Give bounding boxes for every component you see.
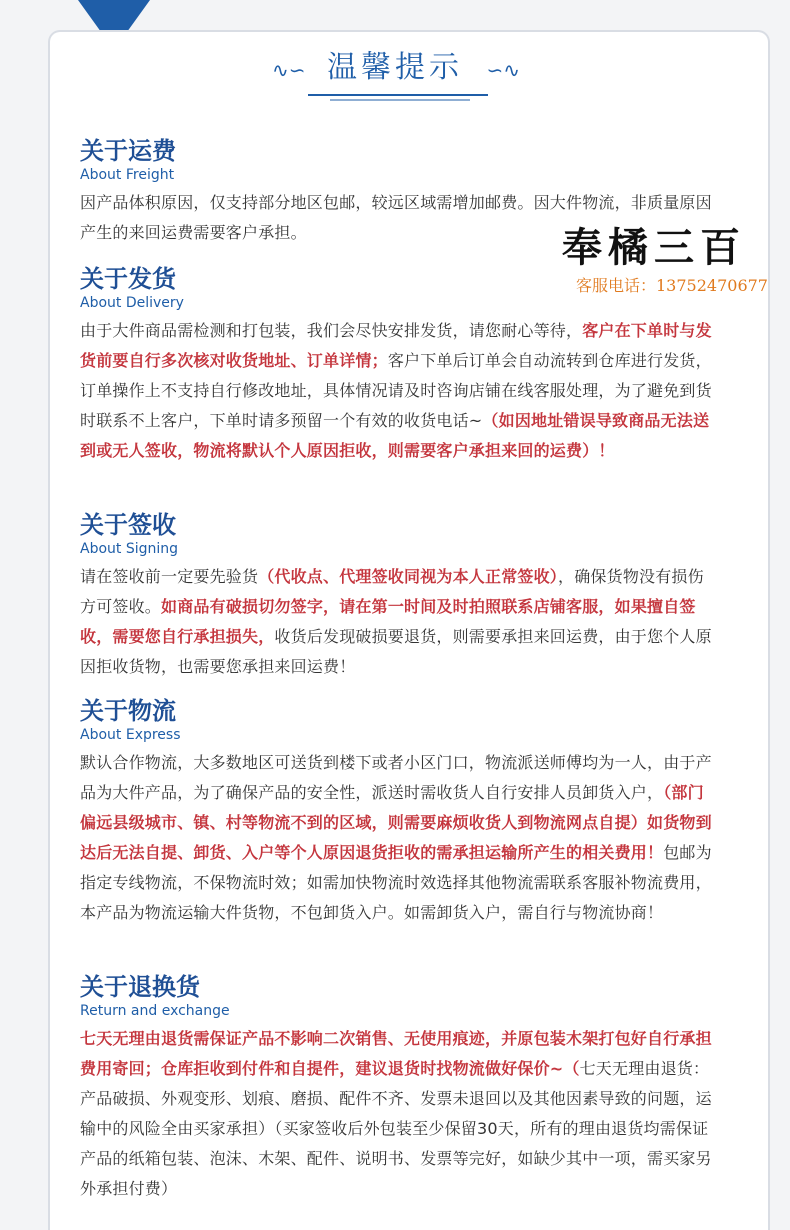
warning-segment: （如因地址错误导致商品无法送到或无人签收，物流将默认个人原因拒收，则需要客户承担来回的运费）！ [80,411,710,460]
section-title: 关于物流 [80,697,176,725]
text-segment: 包邮为指定专线物流，不保物流时效；如需加快物流时效选择其他物流需联系客服补物流费用，本产品为物流运输大件货物，不包卸货入户。如需卸货入户，需自行与物流协商！ [80,843,712,922]
warning-segment: 七天无理由退货需保证产品不影响二次销售、无使用痕迹，并原包装木架打包好自行承担费用寄回；仓库拒收到付件和自提件，建议退货时找物流做好保价~（ [80,1029,712,1078]
header [260,48,530,108]
section-subtitle: About Delivery [80,295,184,311]
warning-segment: （代收点、代理签收同视为本人正常签收） [258,567,559,586]
warning-segment: （部门偏远县级城市、镇、村等物流不到的区域，则需要麻烦收货人到物流网点自提）如货物到达后无法自提、卸货、入户等个人原因退货拒收的需承担运输所产生的相关费用！ [80,783,712,862]
text-segment: 七天无理由退货：产品破损、外观变形、划痕、磨损、配件不齐、发票未退回以及其他因素导致的问题，运输中的风险全由买家承担）（买家签收后外包装至少保留30天，所有的理由退货均需保证产品的纸箱包装、泡沫、木架、配件、说明书、发票等完好，如缺少其中一项，需买家另外承担付费） [80,1059,712,1198]
text-segment: 客户下单后订单会自动流转到仓库进行发货，订单操作上不支持自行修改地址，具体情况请及时咨询店铺在线客服处理，为了避免到货时联系不上客户，下单时请多预留一个有效的收货电话~ [80,351,712,430]
warning-segment: 如商品有破损切勿签字，请在第一时间及时拍照联系店铺客服，如果擅自签收，需要您自行承担损失， [80,597,696,646]
section-body [80,188,712,248]
section-subtitle: About Signing [80,541,179,557]
corner-tab-decoration [78,0,150,30]
notice-content [80,136,712,1204]
section-freight [80,136,712,264]
service-phone: 客服电话：13752470677 [576,276,768,295]
section-subtitle: Return and exchange [80,1003,230,1019]
section-express [80,696,712,972]
warning-segment: 客户在下单时与发货前要自行多次核对收货地址、订单详情； [80,321,712,370]
section-title: 关于退换货 [80,973,200,1001]
section-body [80,1024,712,1204]
section-signing [80,510,712,696]
section-body [80,748,712,928]
title-underline [308,94,488,96]
text-segment: 请在签收前一定要先验货 [80,567,259,586]
section-title: 关于签收 [80,511,176,539]
section-subtitle: About Freight [80,167,175,183]
text-segment: 因产品体积原因，仅支持部分地区包邮，较远区域需增加邮费。因大件物流，非质量原因产生的来回运费需要客户承担。 [80,193,712,242]
section-body [80,316,712,466]
text-segment: 默认合作物流，大多数地区可送货到楼下或者小区门口，物流派送师傅均为一人，由于产品为大件产品，为了确保产品的安全性，派送时需收货人自行安排人员卸货入户， [80,753,712,802]
text-segment: ，确保货物没有损伤方可签收。 [80,567,704,616]
swirl-right-icon: ∽∿ [486,58,520,82]
section-body [80,562,712,682]
section-return [80,972,712,1204]
section-title: 关于运费 [80,137,176,165]
text-segment: 由于大件商品需检测和打包装，我们会尽快安排发货，请您耐心等待， [80,321,583,340]
page-title: 温馨提示 [327,50,463,85]
section-title: 关于发货 [80,265,176,293]
text-segment: 收货后发现破损要退货，则需要承担来回运费，由于您个人原因拒收货物，也需要您承担来回运费！ [80,627,712,676]
section-subtitle: About Express [80,727,181,743]
title-underline-secondary [330,99,470,101]
swirl-left-icon: ∿∽ [272,58,306,82]
shop-name: 奉橘三百 [562,224,746,271]
section-delivery [80,264,712,510]
